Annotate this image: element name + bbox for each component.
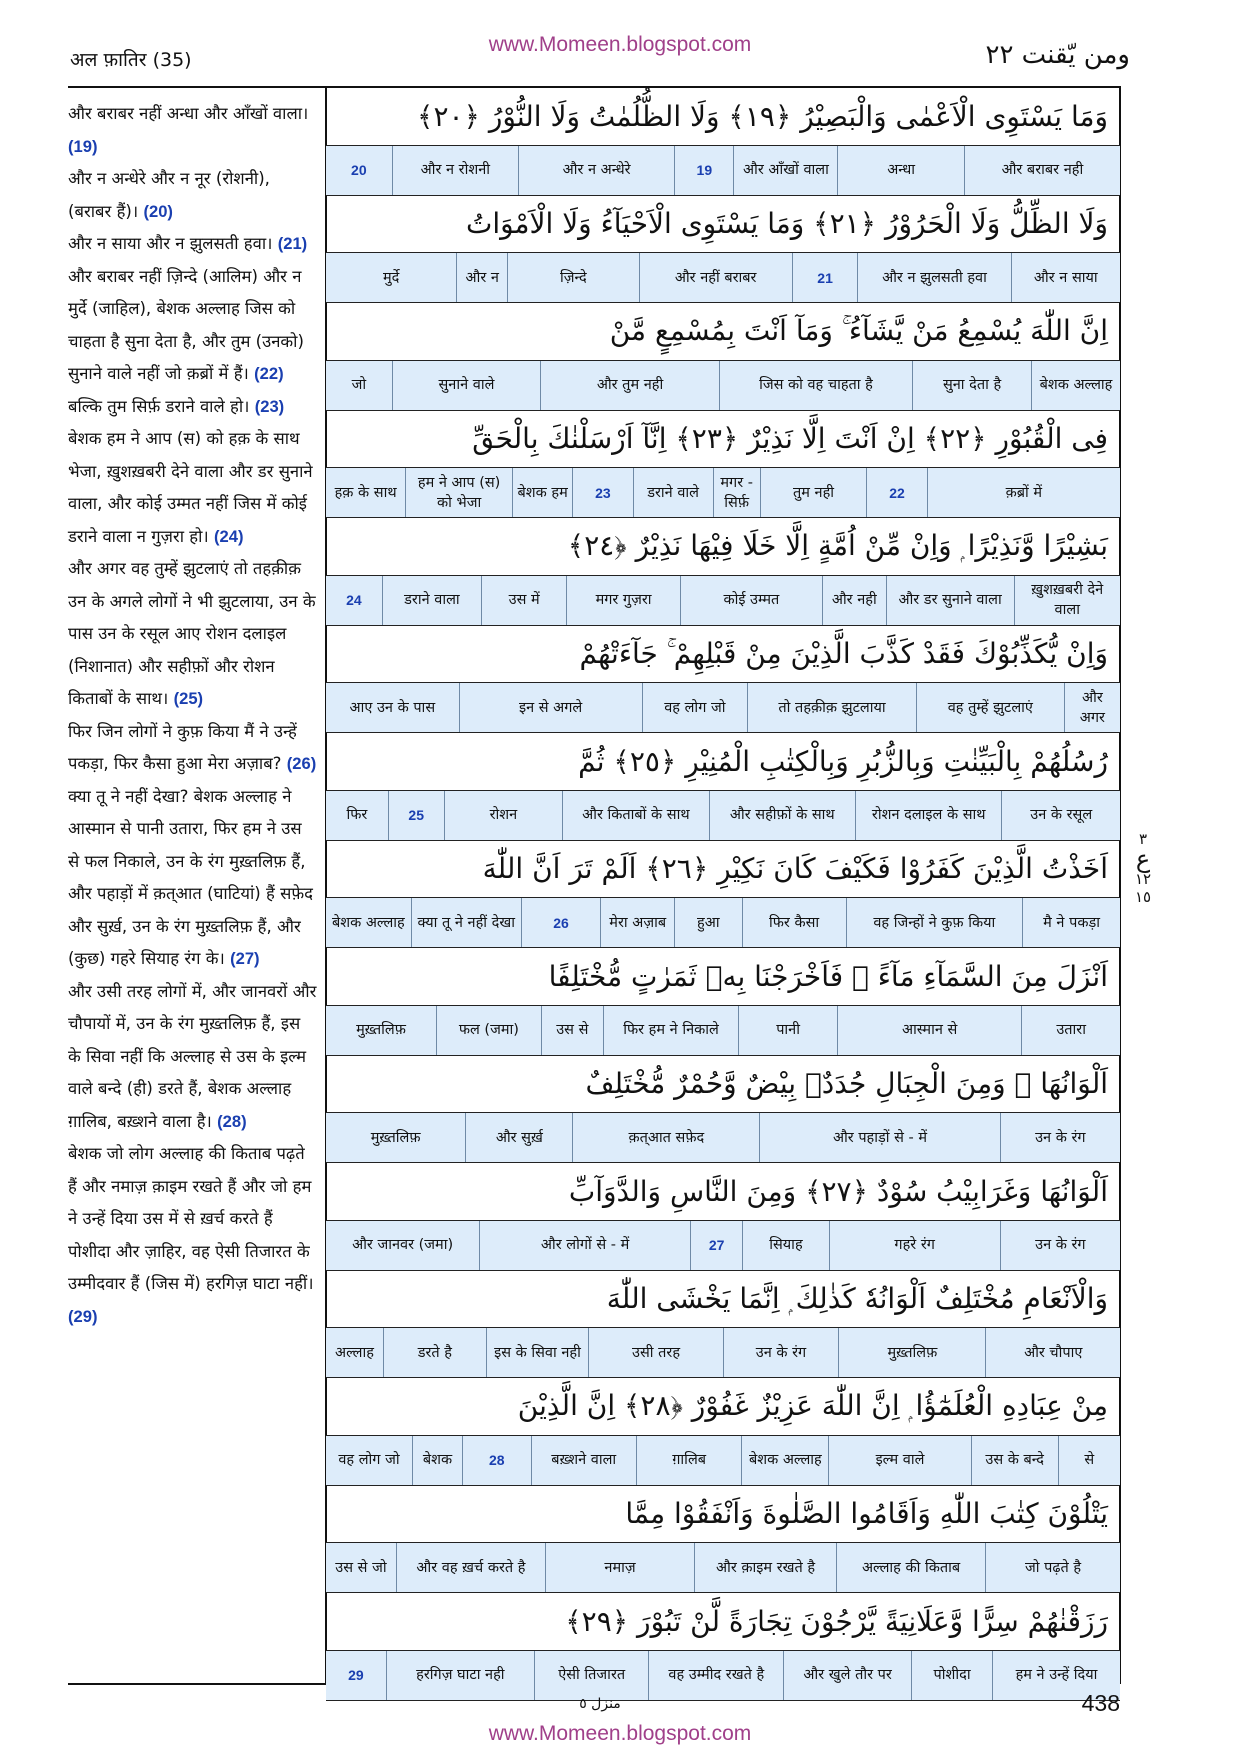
arabic-line: وَلَا الظِّلُّ وَلَا الْحَرُوْرُ ﴿٢١﴾ وَمَا يَسْتَوِى الْاَحْيَآءُ وَلَا الْاَمْوَاتُ	[326, 196, 1120, 254]
verse-number: (24)	[213, 526, 244, 546]
word-meaning-cell: ज़िन्दे	[507, 253, 638, 302]
word-meaning-cell: उस से जो	[335, 1559, 387, 1576]
translation-text: फिर जिन लोगों ने कुफ़ किया मैं ने उन्हें पकड़ा, फिर कैसा हुआ मेरा अज़ाब?	[68, 721, 297, 773]
word-meaning-cell: क़ब्रों में	[927, 468, 1120, 517]
word-meaning-cell: और वह ख़र्च करते है	[396, 1543, 545, 1592]
word-meaning-cell: डराने वाला	[382, 576, 481, 625]
translation-verse	[68, 163, 318, 228]
para-name: ومن يّقنت ٢٢	[985, 40, 1130, 70]
ruku-marker-part: ٣	[1138, 830, 1148, 848]
word-meaning-cell: बेशक अल्लाह	[1031, 361, 1120, 410]
word-meaning-cell: जिस को वह चाहता है	[719, 361, 912, 410]
word-meaning-cell: और डर सुनाने वाला	[886, 576, 1014, 625]
word-meaning-cell: और पहाड़ों से - में	[759, 1113, 999, 1162]
word-meaning-cell: ऐसी तिजारत	[534, 1651, 649, 1700]
word-meaning-cell: मुख़्तलिफ़	[838, 1328, 985, 1377]
word-meaning-cell: और नहीं बराबर	[639, 253, 792, 302]
verse-number: (19)	[68, 136, 98, 156]
translation-row	[326, 898, 1120, 948]
translation-text: और बराबर नहीं अन्धा और आँखों वाला।	[68, 104, 309, 123]
verse-number-cell: 26	[521, 898, 601, 947]
word-meaning-cell: ख़ुशख़बरी देने वाला	[1014, 576, 1120, 625]
arabic-line: وَمَا يَسْتَوِى الْاَعْمٰى وَالْبَصِيْرُ ﴿١٩﴾ وَلَا الظُّلُمٰتُ وَلَا النُّوْرُ ﴿٢٠﴾	[326, 88, 1120, 146]
word-meaning-cell: और बराबर नही	[964, 146, 1120, 195]
page-number: 438	[1081, 1690, 1120, 1716]
translation-text: और अगर वह तुम्हें झुटलाएं तो तहक़ीक़ उन के अगले लोगों ने भी झुटलाया, उन के पास उन के रसूल आए रोशन दलाइल (निशानात) और सहीफ़ों और रोशन किताबों के साथ।	[68, 559, 316, 708]
translation-verse	[68, 228, 318, 261]
word-meaning-cell: और सुर्ख़	[465, 1113, 572, 1162]
verse-number-cell: 29	[348, 1667, 364, 1683]
verse-number: (21)	[277, 234, 308, 253]
word-meaning-cell: रोशन	[444, 791, 563, 840]
translation-text: क्या तू ने नहीं देखा? बेशक अल्लाह ने आस्मान से पानी उतारा, फिर हम ने उस से फल निकाले, उन के रंग मुख़्तलिफ़ हैं, और पहाड़ों में क़त्आत (घाटियां) हैं सफ़ेद और सुर्ख़, उन के रंग मुख़्तलिफ़ हैं, और (कुछ) गहरे सियाह रंग के।	[68, 786, 313, 968]
translation-verse	[68, 1138, 318, 1333]
word-meaning-cell: ग़ालिब	[636, 1436, 741, 1485]
verse-number: (26)	[286, 754, 317, 773]
word-meaning-cell: हम ने उन्हें दिया	[992, 1651, 1120, 1700]
arabic-line: اِنَّ اللّٰهَ يُسْمِعُ مَنْ يَّشَآءُ ۚ وَمَآ اَنْتَ بِمُسْمِعٍ مَّنْ	[326, 303, 1120, 361]
word-meaning-cell: और जानवर (जमा)	[352, 1237, 454, 1253]
word-meaning-cell: और अगर	[1064, 683, 1120, 732]
word-meaning-cell: डरते है	[383, 1328, 486, 1377]
word-meaning-cell: बेशक हम	[512, 468, 572, 517]
verse-number: (27)	[230, 949, 260, 968]
arabic-line: اَلْوَانُهَا وَغَرَابِيْبُ سُوْدٌ ﴿٢٧﴾ وَمِنَ النَّاسِ وَالدَّوَآبِّ	[326, 1163, 1120, 1221]
ruku-marker-part: ع	[1135, 845, 1151, 873]
word-meaning-cell: अल्लाह	[335, 1344, 374, 1361]
translation-text: बेशक हम ने आप (स) को हक़ के साथ भेजा, ख़ुशख़बरी देने वाला और डर सुनाने वाला, और कोई उम्मत नहीं जिस में कोई डराने वाला न गुज़रा हो।	[68, 429, 313, 546]
verse-number-cell: 24	[346, 592, 362, 608]
word-meaning-cell: उन के रंग	[1000, 1221, 1120, 1270]
verse-number: (29)	[68, 1306, 98, 1326]
word-meaning-cell: आस्मान से	[837, 1006, 1021, 1055]
translation-row	[326, 683, 1120, 733]
word-meaning-cell: कोई उम्मत	[680, 576, 822, 625]
arabic-line: مِنْ عِبَادِهِ الْعُلَمٰٓؤُا ۭ اِنَّ اللّٰهَ عَزِيْزٌ غَفُوْرٌ ﴿٢٨﴾ اِنَّ الَّذِيْنَ	[326, 1378, 1120, 1436]
translation-verse	[68, 553, 318, 716]
verse-number: (22)	[254, 364, 284, 383]
translation-row	[326, 1006, 1120, 1056]
translation-row	[326, 1543, 1120, 1593]
word-meaning-cell: आए उन के पास	[349, 699, 436, 716]
arabic-line: اَلْوَانُهَا ۭ وَمِنَ الْجِبَالِ جُدَدٌۢ بِيْضٌ وَّحُمْرٌ مُّخْتَلِفٌ	[326, 1056, 1120, 1114]
translation-verse	[68, 98, 318, 163]
ruku-marker	[1128, 830, 1158, 906]
translation-verse	[68, 716, 318, 781]
verse-number-cell: 27	[690, 1221, 742, 1270]
word-meaning-cell: सुनाने वाले	[392, 361, 541, 410]
word-meaning-cell: अल्लाह की किताब	[836, 1543, 985, 1592]
arabic-line: وَالْاَنْعَامِ مُخْتَلِفٌ اَلْوَانُهٗ كَذٰلِكَ ۭ اِنَّمَا يَخْشَى اللّٰهَ	[326, 1271, 1120, 1329]
verse-number-cell: 21	[792, 253, 858, 302]
word-meaning-cell: मुख़्तलिफ़	[370, 1129, 421, 1146]
word-meaning-cell: और सहीफ़ों के साथ	[709, 791, 855, 840]
word-meaning-cell: इस के सिवा नही	[486, 1328, 589, 1377]
arabic-line: بَشِيْرًا وَّنَذِيْرًا ۭ وَاِنْ مِّنْ اُمَّةٍ اِلَّا خَلَا فِيْهَا نَذِيْرٌ ﴿٢٤﴾	[326, 518, 1120, 576]
word-meaning-cell: वह लोग जो	[642, 683, 748, 732]
word-meaning-cell: और चौपाए	[985, 1328, 1120, 1377]
word-meaning-cell: फिर हम ने निकाले	[603, 1006, 738, 1055]
word-meaning-cell: और न झुलसती हवा	[857, 253, 1010, 302]
arabic-line: يَتْلُوْنَ كِتٰبَ اللّٰهِ وَاَقَامُوا الصَّلٰوةَ وَاَنْفَقُوْا مِمَّا	[326, 1486, 1120, 1544]
word-meaning-cell: और लोगों से - में	[479, 1221, 690, 1270]
word-meaning-cell: और न रोशनी	[392, 146, 518, 195]
arabic-line: اَخَذْتُ الَّذِيْنَ كَفَرُوْا فَكَيْفَ كَانَ نَكِيْرِ ﴿٢٦﴾ اَلَمْ تَرَ اَنَّ اللّٰهَ	[326, 841, 1120, 899]
word-meaning-cell: हम ने आप (स) को भेजा	[405, 468, 512, 517]
word-meaning-cell: उसी तरह	[588, 1328, 723, 1377]
word-meaning-cell: मुर्दे	[382, 269, 400, 286]
translation-text: और उसी तरह लोगों में, और जानवरों और चौपायों में, उन के रंग मुख़्तलिफ़ हैं, इस के सिवा नहीं कि अल्लाह से उस के इल्म वाले बन्दे (ही) डरते हैं, बेशक अल्लाह ग़ालिब, बख़्शने वाला है।	[68, 981, 317, 1131]
word-meaning-cell: और किताबों के साथ	[562, 791, 708, 840]
word-meaning-cell: उतारा	[1021, 1006, 1120, 1055]
word-meaning-cell: मेरा अज़ाब	[600, 898, 674, 947]
word-meaning-cell: उस में	[481, 576, 566, 625]
translation-verse	[68, 261, 318, 391]
word-meaning-cell: जो	[351, 377, 367, 393]
arabic-line: فِى الْقُبُوْرِ ﴿٢٢﴾ اِنْ اَنْتَ اِلَّا نَذِيْرٌ ﴿٢٣﴾ اِنَّآ اَرْسَلْنٰكَ بِالْحَقِّ	[326, 411, 1120, 469]
word-meaning-cell: बेशक अल्लाह	[331, 914, 405, 931]
translation-text: और बराबर नहीं ज़िन्दे (आलिम) और न मुर्दे (जाहिल), बेशक अल्लाह जिस को चाहता है सुना देता है, और तुम (उनको) सुनाने वाले नहीं जो क़ब्रों में हैं।	[68, 266, 304, 383]
word-meaning-cell: हुआ	[674, 898, 742, 947]
verse-number-cell: 20	[351, 162, 367, 178]
translation-row	[326, 576, 1120, 626]
translation-text: बेशक जो लोग अल्लाह की किताब पढ़ते हैं और नमाज़ क़ाइम रखते हैं और जो हम ने उन्हें दिया उस में से ख़र्च करते हैं पोशीदा और ज़ाहिर, वह ऐसी तिजारत के उम्मीदवार हैं (जिस में) हरगिज़ घाटा नहीं।	[68, 1144, 314, 1293]
word-meaning-cell: फल (जमा)	[436, 1006, 541, 1055]
arabic-line: اَنْزَلَ مِنَ السَّمَآءِ مَآءً ۚ فَاَخْرَجْنَا بِهٖ ثَمَرٰتٍ مُّخْتَلِفًا	[326, 948, 1120, 1006]
translation-column	[68, 98, 318, 1683]
word-meaning-cell: इल्म वाले	[828, 1436, 970, 1485]
word-meaning-cell: फिर	[346, 807, 368, 823]
translation-verse	[68, 391, 318, 424]
word-meaning-cell: इन से अगले	[459, 683, 642, 732]
word-meaning-cell: मै ने पकड़ा	[1022, 898, 1120, 947]
arabic-line: رَزَقْنٰهُمْ سِرًّا وَّعَلَانِيَةً يَّرْجُوْنَ تِجَارَةً لَّنْ تَبُوْرَ ﴿٢٩﴾	[326, 1593, 1120, 1651]
word-meaning-cell: अन्धा	[837, 146, 963, 195]
word-meaning-cell: पोशीदा	[911, 1651, 992, 1700]
word-meaning-cell: रोशन दलाइल के साथ	[855, 791, 1001, 840]
word-meaning-cell: और न अन्धेरे	[518, 146, 674, 195]
translation-text: बल्कि तुम सिर्फ़ डराने वाले हो।	[68, 396, 250, 416]
word-meaning-cell: नमाज़	[545, 1543, 694, 1592]
word-meaning-cell: मगर गुज़रा	[566, 576, 680, 625]
site-url-top[interactable]: www.Momeen.blogspot.com	[488, 33, 752, 56]
word-meaning-cell: तुम नही	[760, 468, 867, 517]
word-meaning-cell: सुना देता है	[912, 361, 1031, 410]
translation-row	[326, 1113, 1120, 1163]
translation-row	[326, 1436, 1120, 1486]
word-meaning-cell: पानी	[738, 1006, 837, 1055]
word-meaning-cell: क्या तू ने नहीं देखा	[411, 898, 521, 947]
verse-number: (28)	[217, 1111, 247, 1131]
translation-row	[326, 468, 1120, 518]
word-meaning-cell: वह तुम्हें झुटलाएं	[916, 683, 1064, 732]
verse-number: (20)	[143, 201, 173, 221]
word-meaning-cell: और क़ाइम रखते है	[694, 1543, 836, 1592]
word-meaning-cell: मुख़्तलिफ़	[356, 1022, 406, 1038]
word-meaning-cell: हक़ के साथ	[334, 484, 397, 501]
word-meaning-cell: उस के बन्दे	[971, 1436, 1058, 1485]
translation-row	[326, 146, 1120, 196]
word-meaning-cell: और न	[456, 253, 507, 302]
translation-text: और न अन्धेरे और न नूर (रोशनी), (बराबर हैं)।	[68, 169, 270, 221]
word-meaning-cell: बेशक अल्लाह	[741, 1436, 828, 1485]
verse-number-cell: 28	[462, 1436, 531, 1485]
word-meaning-cell: उन के रंग	[723, 1328, 838, 1377]
ruku-marker-part: ١٥	[1134, 888, 1152, 906]
word-meaning-cell: जो पढ़ते है	[985, 1543, 1120, 1592]
verse-number-cell: 23	[572, 468, 632, 517]
word-meaning-cell: गहरे रंग	[829, 1221, 1000, 1270]
word-meaning-cell: वह जिन्हों ने कुफ़ किया	[846, 898, 1023, 947]
word-meaning-cell: डराने वाले	[633, 468, 713, 517]
word-meaning-cell: सियाह	[742, 1221, 828, 1270]
arabic-line: رُسُلُهُمْ بِالْبَيِّنٰتِ وَبِالزُّبُرِ وَبِالْكِتٰبِ الْمُنِيْرِ ﴿٢٥﴾ ثُمَّ	[326, 733, 1120, 791]
word-meaning-cell: वह लोग जो	[338, 1452, 400, 1468]
word-meaning-cell: फिर कैसा	[742, 898, 846, 947]
word-meaning-cell: और आँखों वाला	[733, 146, 837, 195]
translation-row	[326, 791, 1120, 841]
translation-verse	[68, 781, 318, 976]
translation-row	[326, 253, 1120, 303]
translation-row	[326, 1328, 1120, 1378]
word-meaning-cell: हरगिज़ घाटा नही	[386, 1651, 534, 1700]
translation-row	[326, 361, 1120, 411]
word-meaning-cell: बेशक	[412, 1436, 462, 1485]
arabic-line: وَاِنْ يُّكَذِّبُوْكَ فَقَدْ كَذَّبَ الَّذِيْنَ مِنْ قَبْلِهِمْ ۚ جَآءَتْهُمْ	[326, 626, 1120, 684]
word-meaning-cell: और न साया	[1011, 253, 1120, 302]
surah-name: अल फ़ातिर (35)	[70, 49, 192, 71]
word-meaning-cell: से	[1058, 1436, 1120, 1485]
verse-number-cell: 22	[866, 468, 926, 517]
translation-verse	[68, 423, 318, 553]
word-meaning-cell: उन के रसूल	[1001, 791, 1120, 840]
site-url-bottom[interactable]: www.Momeen.blogspot.com	[488, 1722, 752, 1745]
ruku-marker-part: ١٢	[1134, 870, 1152, 888]
word-meaning-cell: और खुले तौर पर	[783, 1651, 911, 1700]
verse-number-cell: 19	[674, 146, 733, 195]
word-by-word-table	[326, 88, 1120, 1701]
word-meaning-cell: उस से	[541, 1006, 603, 1055]
translation-text: और न साया और न झुलसती हवा।	[68, 234, 273, 253]
word-meaning-cell: वह उम्मीद रखते है	[648, 1651, 783, 1700]
translation-row	[326, 1221, 1120, 1271]
word-meaning-cell: उन के रंग	[1000, 1113, 1120, 1162]
word-meaning-cell: क़त्आत सफ़ेद	[572, 1113, 759, 1162]
word-meaning-cell: और तुम नही	[540, 361, 718, 410]
translation-row	[326, 1651, 1120, 1701]
word-meaning-cell: बख़्शने वाला	[531, 1436, 636, 1485]
word-meaning-cell: मगर - सिर्फ़	[713, 468, 760, 517]
word-meaning-cell: और नही	[822, 576, 886, 625]
word-meaning-cell: तो तहक़ीक़ झुटलाया	[747, 683, 916, 732]
manzil-label: منزل ٥	[579, 1696, 621, 1712]
translation-verse	[68, 976, 318, 1139]
verse-number: (23)	[254, 396, 285, 416]
verse-number: (25)	[173, 689, 204, 708]
verse-number-cell: 25	[388, 791, 444, 840]
